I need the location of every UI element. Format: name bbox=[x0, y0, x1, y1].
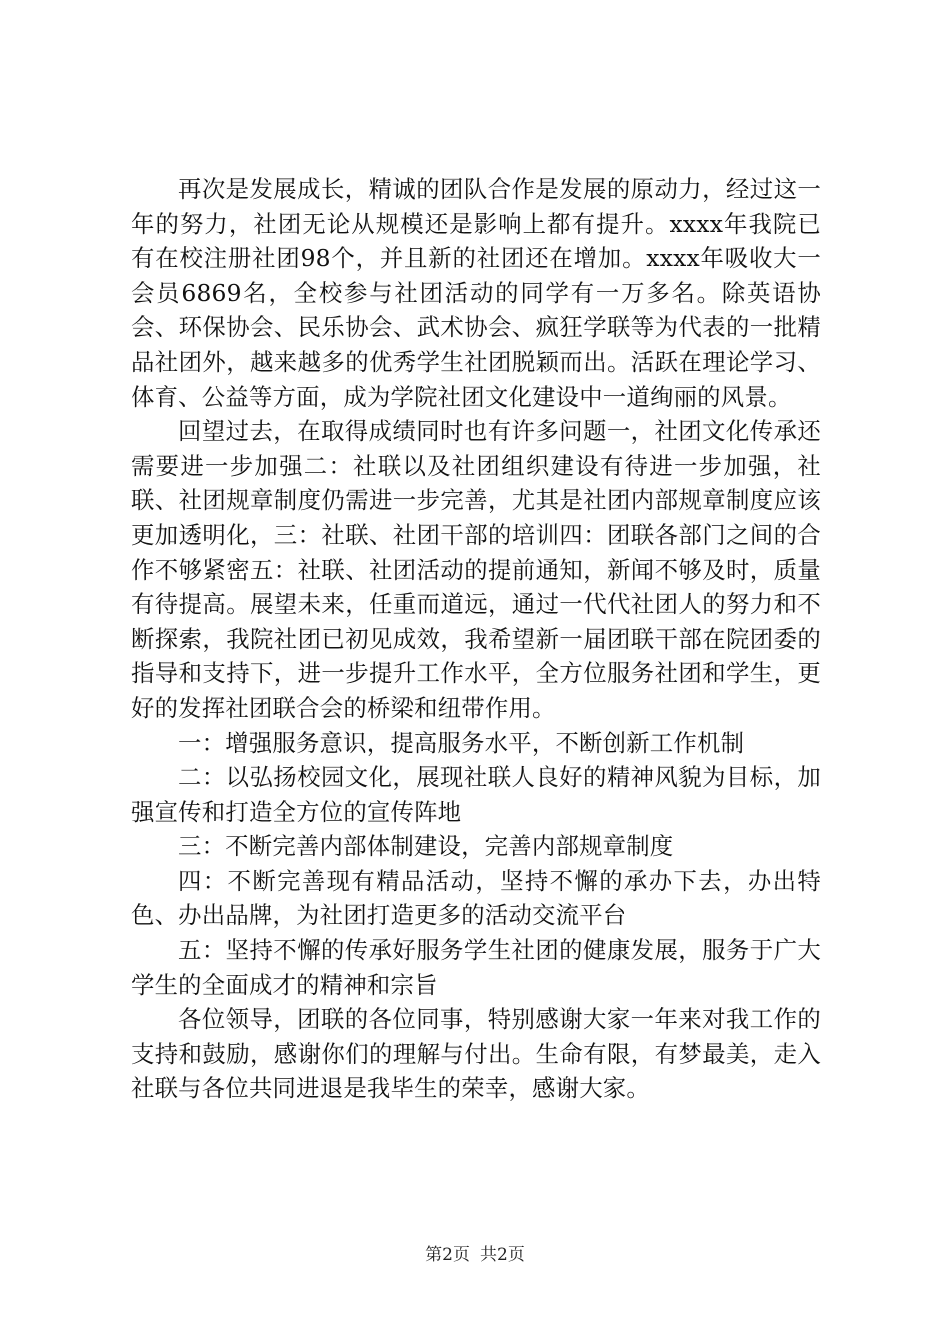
page-number-current: 第2页 bbox=[425, 1245, 470, 1265]
page-number-total: 共2页 bbox=[480, 1245, 525, 1265]
document-body bbox=[131, 172, 821, 1106]
page-footer bbox=[0, 1244, 950, 1266]
paragraph-closing-thanks: 各位领导，团联的各位同事，特别感谢大家一年来对我工作的支持和鼓励，感谢你们的理解与付出。生命有限，有梦最美，走入社联与各位共同进退是我毕生的荣幸，感谢大家。 bbox=[131, 1005, 821, 1103]
list-item-goal-4: 四：不断完善现有精品活动，坚持不懈的承办下去，办出特色、办出品牌，为社团打造更多的活动交流平台 bbox=[131, 866, 821, 930]
list-item-goal-1: 一：增强服务意识，提高服务水平，不断创新工作机制 bbox=[178, 728, 745, 757]
list-item-goal-2: 二：以弘扬校园文化，展现社联人良好的精神风貌为目标，加强宣传和打造全方位的宣传阵地 bbox=[131, 763, 821, 826]
list-item-goal-5: 五：坚持不懈的传承好服务学生社团的健康发展，服务于广大学生的全面成才的精神和宗旨 bbox=[131, 936, 821, 999]
paragraph-development: 再次是发展成长，精诚的团队合作是发展的原动力，经过这一年的努力，社团无论从规模还是影响上都有提升。xxxx年我院已有在校注册社团98个，并且新的社团还在增加。xxxx年吸收大一会员6869名，全校参与社团活动的同学有一万多名。除英语协会、环保协会、民乐协会、武术协会、疯狂学联等为代表的一批精品社团外，越来越多的优秀学生社团脱颖而出。活跃在理论学习、体育、公益等方面，成为学院社团文化建设中一道绚丽的风景。 bbox=[131, 175, 821, 411]
paragraph-review-and-outlook: 回望过去，在取得成绩同时也有许多问题一，社团文化传承还需要进一步加强二：社联以及社团组织建设有待进一步加强，社联、社团规章制度仍需进一步完善，尤其是社团内部规章制度应该更加透明化，三：社联、社团干部的培训四：团联各部门之间的合作不够紧密五：社联、社团活动的提前通知，新闻不够及时，质量有待提高。展望未来，任重而道远，通过一代代社团人的努力和不断探索，我院社团已初见成效，我希望新一届团联干部在院团委的指导和支持下，进一步提升工作水平，全方位服务社团和学生，更好的发挥社团联合会的桥梁和纽带作用。 bbox=[131, 417, 821, 722]
list-item-goal-3: 三：不断完善内部体制建设，完善内部规章制度 bbox=[178, 832, 674, 861]
